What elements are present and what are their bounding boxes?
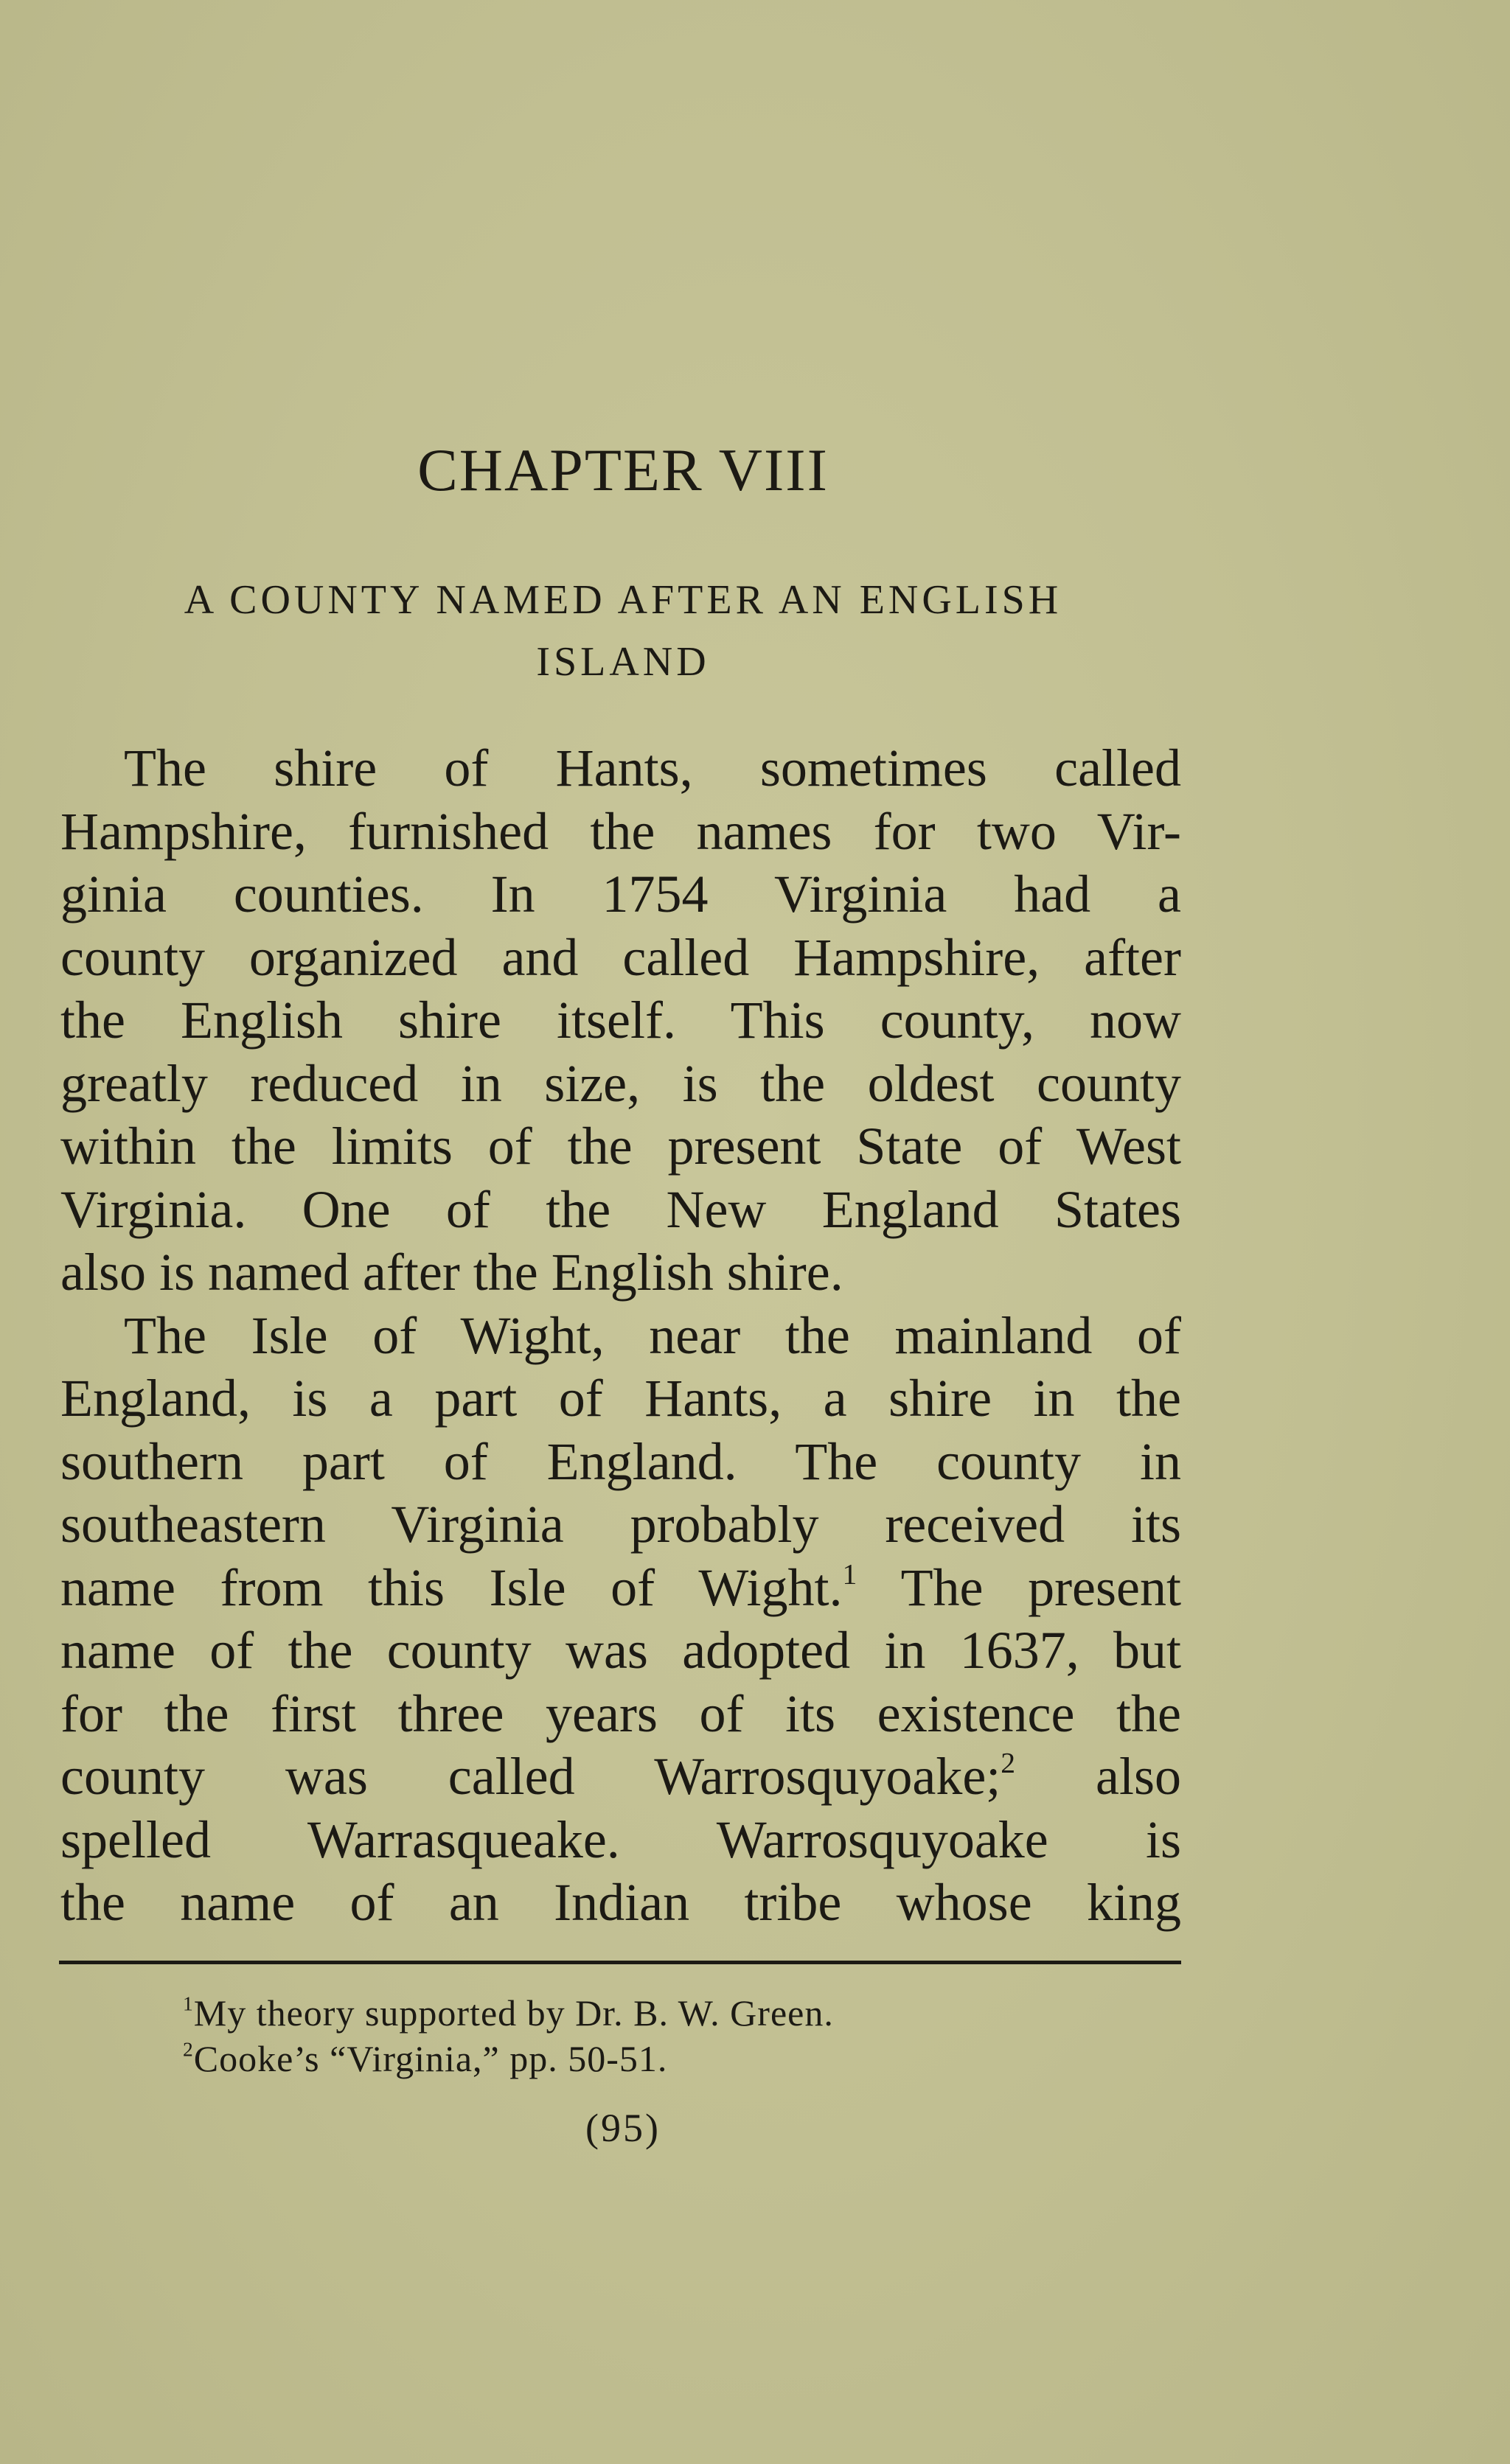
chapter-subtitle [118, 569, 1128, 693]
text-line: England, is a part of Hants, a shire in the [60, 1369, 1181, 1428]
text-line: the English shire itself. This county, now [60, 991, 1181, 1050]
footnotes [183, 1990, 1141, 2081]
paragraph [60, 737, 1181, 1305]
chapter-title: CHAPTER VIII [417, 436, 829, 503]
text-line: southeastern Virginia probably received its [60, 1495, 1181, 1554]
footnote-mark: 1 [183, 1992, 194, 2015]
text-line: also is named after the English shire. [60, 1243, 843, 1302]
body-text [60, 737, 1181, 1935]
text-line: within the limits of the present State of West [60, 1117, 1181, 1176]
footnote-reference: 1 [842, 1557, 857, 1590]
footnote-text: Cooke’s “Virginia,” pp. 50-51. [193, 2038, 668, 2079]
text-line: county organized and called Hampshire, after [60, 927, 1181, 987]
chapter-subtitle-line: ISLAND [536, 639, 710, 685]
text-segment: name from this Isle of Wight. [60, 1557, 843, 1617]
text-segment: county was called Warrosquyoake; [60, 1747, 1001, 1806]
text-line: greatly reduced in size, is the oldest county [60, 1053, 1181, 1113]
text-line: Hampshire, furnished the names for two Vir- [60, 801, 1181, 861]
footnote-text: My theory supported by Dr. B. W. Green. [193, 1992, 834, 2034]
footnote [183, 1990, 1141, 2036]
text-line: name of the county was adopted in 1637, but [60, 1621, 1181, 1680]
chapter-subtitle-line: A COUNTY NAMED AFTER AN ENGLISH [184, 577, 1062, 623]
text-line: the name of an Indian tribe whose king [60, 1873, 1181, 1932]
paragraph [60, 1305, 1181, 1935]
text-line: The shire of Hants, sometimes called [124, 739, 1181, 798]
text-line: southern part of England. The county in [60, 1431, 1181, 1491]
text-line: Virginia. One of the New England States [60, 1179, 1181, 1239]
footnote-divider [59, 1961, 1181, 1964]
footnote-reference: 2 [1001, 1746, 1016, 1779]
text-line: for the first three years of its existence the [60, 1683, 1181, 1743]
footnote-mark: 2 [183, 2037, 194, 2061]
footnote [183, 2036, 1141, 2081]
text-line [60, 1557, 1181, 1620]
page-number: (95) [585, 2106, 661, 2150]
text-line [60, 1745, 1181, 1809]
text-segment: The present [857, 1557, 1181, 1617]
text-line: spelled Warrasqueake. Warrosquyoake is [60, 1809, 1181, 1869]
text-segment: also [1015, 1747, 1181, 1806]
text-line: ginia counties. In 1754 Virginia had a [60, 865, 1181, 924]
text-line: The Isle of Wight, near the mainland of [124, 1305, 1181, 1365]
